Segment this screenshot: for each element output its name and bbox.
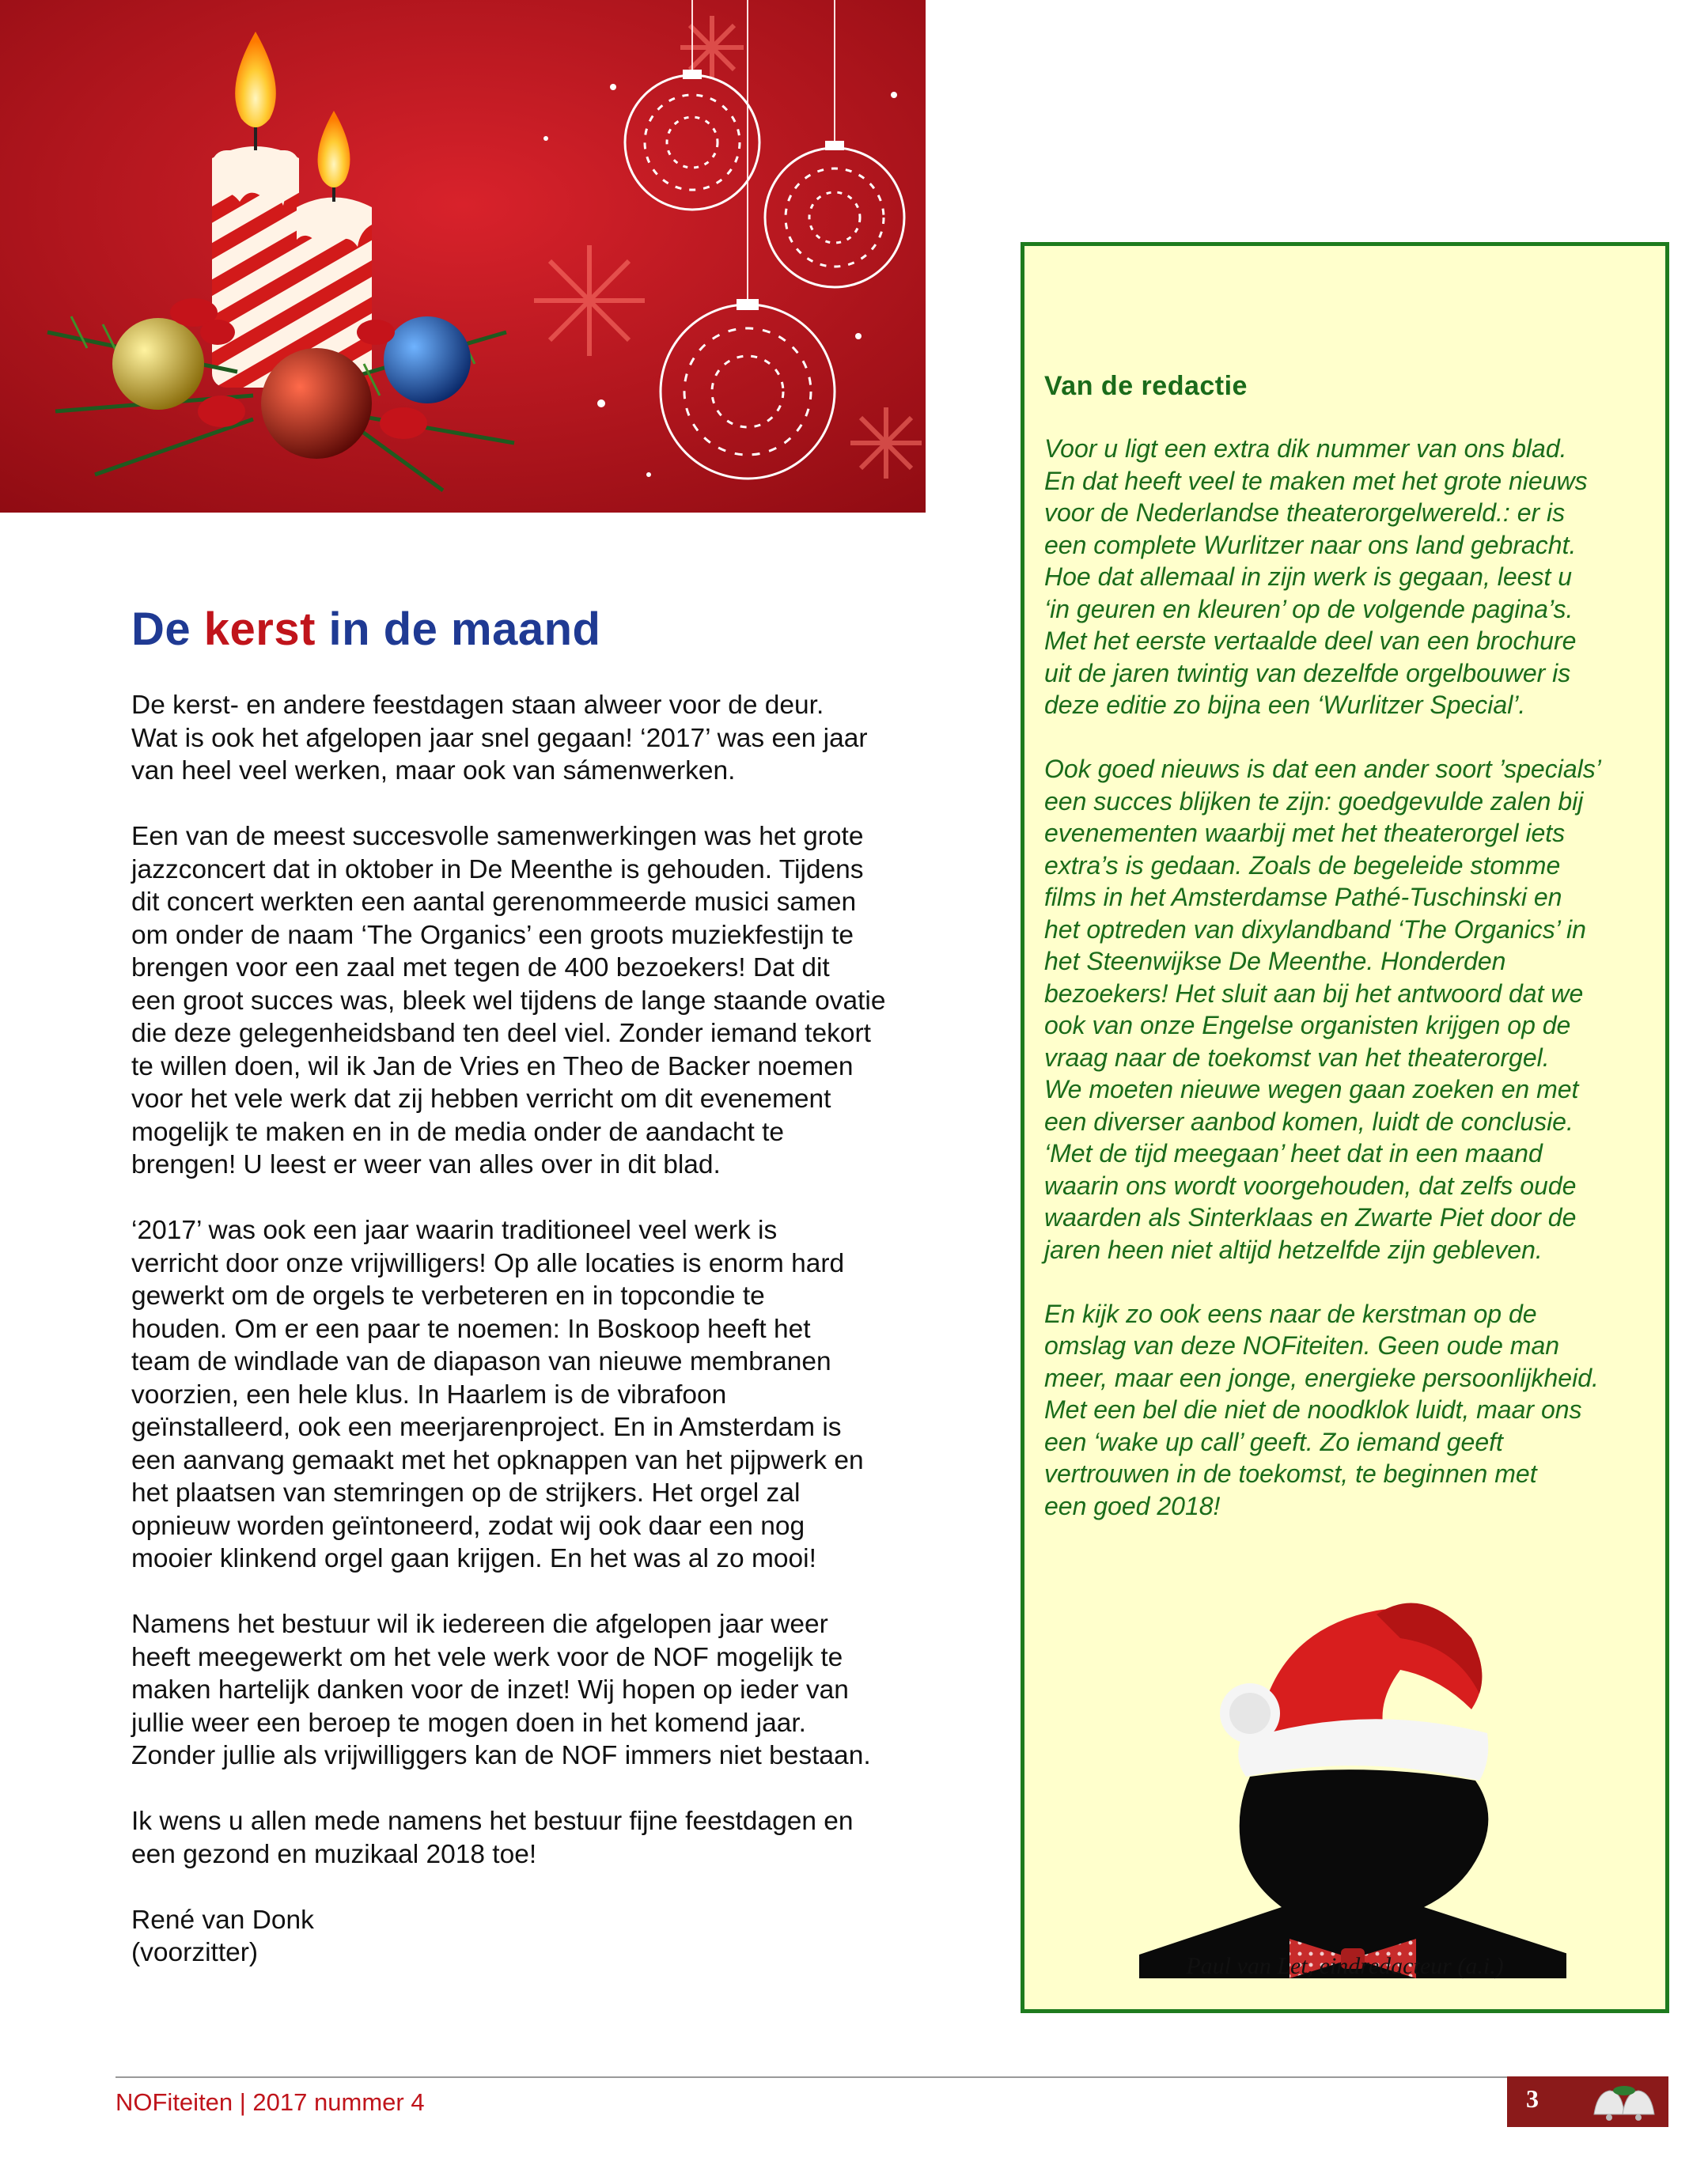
editorial-line: een diverser aanbod komen, luidt de conclusie. xyxy=(1044,1107,1574,1136)
editorial-line: vraag naar de toekomst van het theaterorgel. xyxy=(1044,1043,1550,1072)
article-line: heeft meegewerkt om het vele werk voor de NOF mogelijk te xyxy=(131,1642,843,1672)
editorial-line: een goed 2018! xyxy=(1044,1491,1221,1520)
footer-divider xyxy=(116,2076,1666,2078)
christmas-banner-image xyxy=(0,0,926,513)
article-line: jazzconcert dat in oktober in De Meenthe is gehouden. Tijdens xyxy=(131,854,864,884)
signature-name: René van Donk xyxy=(131,1905,314,1935)
editorial-line: ook van onze Engelse organisten krijgen op de xyxy=(1044,1011,1571,1039)
editorial-line: ‘in geuren en kleuren’ op de volgende pagina’s. xyxy=(1044,594,1574,623)
page-number: 3 xyxy=(1526,2084,1539,2113)
article-paragraph xyxy=(131,820,946,1182)
article-title xyxy=(131,603,946,656)
editorial-line: Ook goed nieuws is dat een ander soort ’specials’ xyxy=(1044,755,1601,783)
editorial-line: extra’s is gedaan. Zoals de begeleide stomme xyxy=(1044,850,1561,880)
article-line: brengen voor een zaal met tegen de 400 bezoekers! Dat dit xyxy=(131,953,830,982)
article-line: brengen! U leest er weer van alles over in dit blad. xyxy=(131,1150,721,1179)
editorial-line: jaren heen niet altijd hetzelfde zijn gebleven. xyxy=(1044,1235,1543,1264)
article-line: voorzien, een hele klus. In Haarlem is de vibrafoon xyxy=(131,1380,727,1410)
article-body xyxy=(131,689,946,1871)
editorial-line: voor de Nederlandse theaterorgelwereld.: er is xyxy=(1044,498,1566,527)
editorial-line: evenementen waarbij met het theaterorgel iets xyxy=(1044,819,1566,847)
article-line: een gezond en muzikaal 2018 toe! xyxy=(131,1839,537,1869)
article-line: een aanvang gemaakt met het opknappen van het pijpwerk en xyxy=(131,1445,864,1475)
article-line: Wat is ook het afgelopen jaar snel gegaan! ‘2017’ was een jaar xyxy=(131,723,868,753)
editorial-line: ‘Met de tijd meegaan’ heet dat in een maand xyxy=(1044,1139,1543,1168)
article-line: Zonder jullie als vrijwilliggers kan de NOF immers niet bestaan. xyxy=(131,1741,871,1770)
article-line: team de windlade van de diapason van nieuwe membranen xyxy=(131,1347,831,1376)
editorial-body xyxy=(1044,433,1653,1554)
signature-role: (voorzitter) xyxy=(131,1938,259,1967)
signature xyxy=(131,1904,946,1970)
article-line: maken hartelijk danken voor de inzet! Wij hopen op ieder van xyxy=(131,1675,849,1705)
editorial-box xyxy=(1021,242,1669,2013)
title-part-kerst: kerst xyxy=(203,604,316,655)
article-line: Ik wens u allen mede namens het bestuur fijne feestdagen en xyxy=(131,1807,854,1836)
article-line: van heel veel werken, maar ook van sámenwerken. xyxy=(131,756,736,785)
editorial-line: vertrouwen in de toekomst, te beginnen met xyxy=(1044,1459,1537,1488)
article-line: mooier klinkend orgel gaan krijgen. En het was al zo mooi! xyxy=(131,1544,816,1573)
article-line: om onder de naam ‘The Organics’ een groots muziekfestijn te xyxy=(131,920,854,950)
article-line: Een van de meest succesvolle samenwerkingen was het grote xyxy=(131,822,864,851)
article-line: gewerkt om de orgels te verbeteren en in topcondie te xyxy=(131,1281,765,1311)
page-number-box xyxy=(1507,2076,1668,2127)
bells-icon xyxy=(1586,2081,1661,2124)
editorial-line: waarin ons wordt voorgehouden, dat zelfs oude xyxy=(1044,1171,1577,1200)
article-line: dit concert werkten een aantal gerenommeerde musici samen xyxy=(131,888,857,917)
article-line: opnieuw worden geïntoneerd, zodat wij ook daar een nog xyxy=(131,1511,805,1541)
editorial-line: We moeten nieuwe wegen gaan zoeken en met xyxy=(1044,1075,1579,1103)
editorial-line: En kijk zo ook eens naar de kerstman op de xyxy=(1044,1299,1537,1328)
editorial-line: films in het Amsterdamse Pathé-Tuschinski en xyxy=(1044,883,1562,911)
editorial-line: waarden als Sinterklaas en Zwarte Piet door de xyxy=(1044,1203,1577,1232)
editorial-line: een succes blijken te zijn: goedgevulde zalen bij xyxy=(1044,786,1584,816)
article-line: De kerst- en andere feestdagen staan alweer voor de deur. xyxy=(131,691,824,720)
editorial-heading: Van de redactie xyxy=(1044,371,1248,401)
article-line: een groot succes was, bleek wel tijdens de lange staande ovatie xyxy=(131,986,886,1016)
editorial-paragraph xyxy=(1044,433,1653,721)
article-line: mogelijk te maken en in de media onder de aandacht te xyxy=(131,1117,785,1147)
editorial-paragraph xyxy=(1044,1298,1653,1523)
editorial-line: Voor u ligt een extra dik nummer van ons blad. xyxy=(1044,434,1567,463)
article-line: voor het vele werk dat zij hebben verricht om dit evenement xyxy=(131,1084,831,1114)
article-line: ‘2017’ was ook een jaar waarin traditioneel veel werk is xyxy=(131,1216,778,1245)
article-line: het plaatsen van stemringen op de strijkers. Het orgel zal xyxy=(131,1478,801,1508)
article-line: te willen doen, wil ik Jan de Vries en Theo de Backer noemen xyxy=(131,1051,854,1081)
article-paragraph xyxy=(131,689,946,788)
article-line: verricht door onze vrijwilligers! Op alle locaties is enorm hard xyxy=(131,1248,845,1278)
article-paragraph xyxy=(131,1608,946,1773)
article-line: houden. Om er een paar te noemen: In Boskoop heeft het xyxy=(131,1314,811,1344)
editorial-line: En dat heeft veel te maken met het grote nieuws xyxy=(1044,466,1588,495)
editor-caption: Paul van Let, eindredacteur (a.i.) xyxy=(1186,1953,1504,1979)
editorial-line: bezoekers! Het sluit aan bij het antwoord dat we xyxy=(1044,978,1584,1008)
article-column xyxy=(131,603,946,1970)
title-part-de: De xyxy=(131,604,204,655)
article-line: geïnstalleerd, ook een meerjarenproject. En in Amsterdam is xyxy=(131,1413,842,1442)
santa-silhouette-image xyxy=(1139,1583,1566,1978)
editorial-line: Met een bel die niet de noodklok luidt, maar ons xyxy=(1044,1395,1582,1424)
editorial-paragraph xyxy=(1044,753,1653,1266)
editorial-line: een ‘wake up call’ geeft. Zo iemand geeft xyxy=(1044,1427,1503,1456)
editorial-line: meer, maar een jonge, energieke persoonlijkheid. xyxy=(1044,1363,1599,1392)
editorial-line: een complete Wurlitzer naar ons land gebracht. xyxy=(1044,530,1577,559)
footer-publication: NOFiteiten | 2017 nummer 4 xyxy=(116,2088,425,2116)
editorial-line: uit de jaren twintig van dezelfde orgelbouwer is xyxy=(1044,658,1571,687)
editorial-line: het optreden van dixylandband ‘The Organics’ in xyxy=(1044,914,1586,944)
article-line: jullie weer een beroep te mogen doen in het komend jaar. xyxy=(131,1708,806,1738)
article-paragraph xyxy=(131,1805,946,1871)
editorial-line: Hoe dat allemaal in zijn werk is gegaan, leest u xyxy=(1044,562,1573,591)
article-paragraph xyxy=(131,1214,946,1576)
editorial-line: omslag van deze NOFiteiten. Geen oude man xyxy=(1044,1331,1560,1360)
editorial-line: het Steenwijkse De Meenthe. Honderden xyxy=(1044,947,1506,975)
article-line: die deze gelegenheidsband ten deel viel. Zonder iemand tekort xyxy=(131,1019,871,1048)
editorial-line: Met het eerste vertaalde deel van een brochure xyxy=(1044,626,1577,655)
article-line: Namens het bestuur wil ik iedereen die afgelopen jaar weer xyxy=(131,1610,828,1639)
editorial-line: deze editie zo bijna een ‘Wurlitzer Special’. xyxy=(1044,691,1526,719)
title-part-rest: in de maand xyxy=(315,604,601,655)
